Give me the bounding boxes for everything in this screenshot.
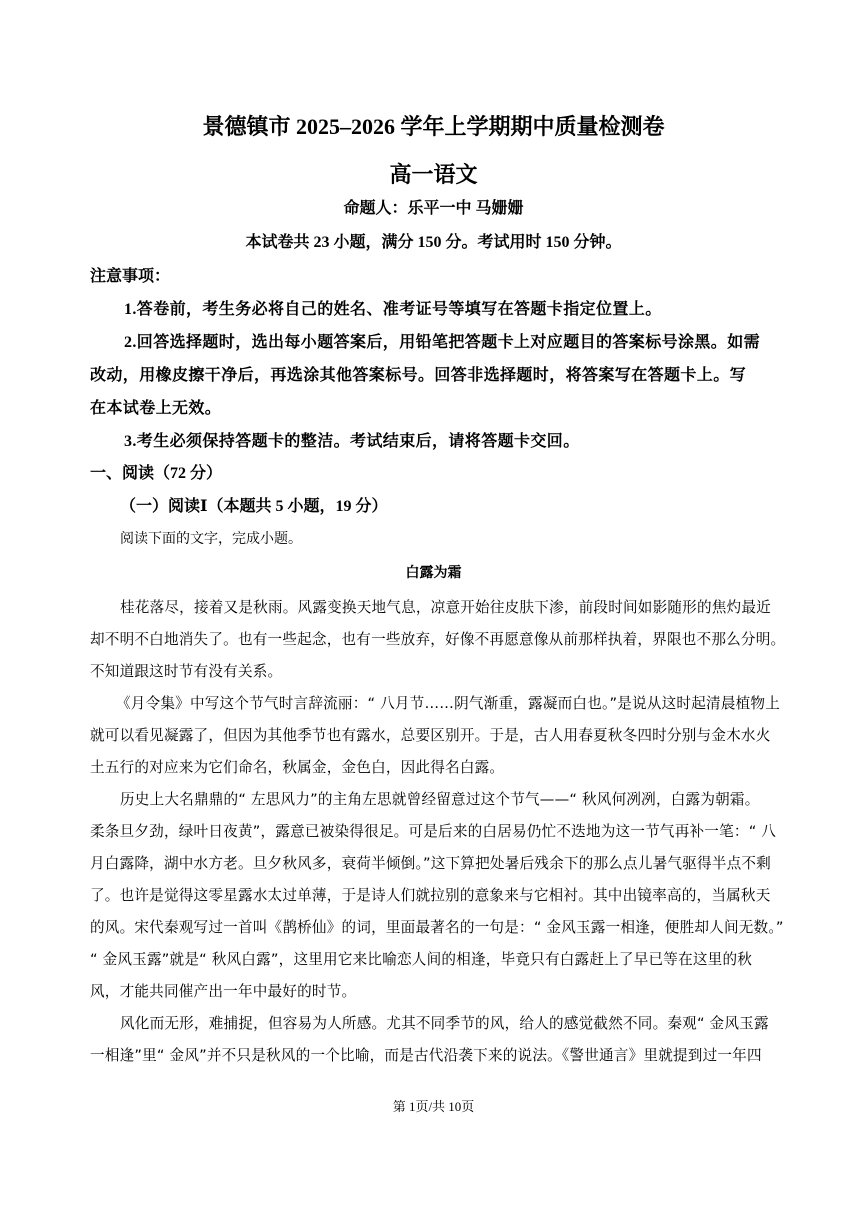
subsection-heading: （一）阅读Ⅰ（本题共 5 小题，19 分） xyxy=(120,498,388,515)
notice-line-5: 3.考生必须保持答题卡的整洁。考试结束后，请将答题卡交回。 xyxy=(124,433,580,450)
essay-line-3: 不知道跟这时节有没有关系。 xyxy=(90,663,283,680)
notice-line-2: 2.回答选择题时，选出每小题答案后，用铅笔把答题卡上对应题目的答案标号涂黑。如需 xyxy=(124,334,761,351)
notice-heading: 注意事项： xyxy=(90,268,171,285)
reading-instruction: 阅读下面的文字，完成小题。 xyxy=(120,531,302,547)
section-heading: 一、阅读（72 分） xyxy=(90,465,223,482)
essay-line-1: 桂花落尽，接着又是秋雨。风露变换天地气息，凉意开始往皮肤下渗，前段时间如影随形的焦灼最近 xyxy=(120,599,771,616)
notice-line-3: 改动，用橡皮擦干净后，再选涂其他答案标号。回答非选择题时，将答案写在答题卡上。写 xyxy=(90,367,747,384)
essay-line-13: 风，才能共同催产出一年中最好的时节。 xyxy=(90,983,357,1000)
subject-title: 高一语文 xyxy=(389,162,478,187)
page-footer: 第 1页/共 10页 xyxy=(392,1099,475,1114)
essay-line-8: 柔条旦夕劲，绿叶日夜黄”，露意已被染得很足。可是后来的白居易仍忙不迭地为这一节气再补一笔：“ 八 xyxy=(90,823,777,840)
essay-line-12: “ 金风玉露”就是“ 秋风白露”，这里用它来比喻恋人间的相逢，毕竟只有白露赶上了早已等在这里的秋 xyxy=(90,951,753,968)
essay-line-4: 《月令集》中写这个节气时言辞流丽：“ 八月节……阴气渐重，露凝而白也。”是说从这时起清晨植物上 xyxy=(116,695,780,712)
exam-summary: 本试卷共 23 小题，满分 150 分。考试用时 150 分钟。 xyxy=(245,234,622,251)
exam-title: 景德镇市 2025–2026 学年上学期期中质量检测卷 xyxy=(202,114,665,139)
essay-line-2: 却不明不白地消失了。也有一些起念，也有一些放弃，好像不再愿意像从前那样执着，界限也不那么分明。 xyxy=(90,631,786,648)
essay-line-6: 土五行的对应来为它们命名，秋属金，金色白，因此得名白露。 xyxy=(90,759,505,776)
essay-line-5: 就可以看见凝露了，但因为其他季节也有露水，总要区别开。于是，古人用春夏秋冬四时分别与金木水火 xyxy=(90,727,771,744)
essay-title: 白露为霜 xyxy=(405,565,462,581)
essay-line-11: 的风。宋代秦观写过一首叫《鹊桥仙》的词，里面最著名的一句是：“ 金风玉露一相逢，便胜却人间无数。” xyxy=(90,919,784,936)
essay-line-7: 历史上大名鼎鼎的“ 左思风力”的主角左思就曾经留意过这个节气——“ 秋风何冽冽，白露为朝霜。 xyxy=(120,791,760,808)
essay-line-15: 一相逢”里“ 金风”并不只是秋风的一个比喻，而是古代沿袭下来的说法。《警世通言》里就提到过一年四 xyxy=(90,1047,762,1064)
essay-line-14: 风化而无形，难捕捉，但容易为人所感。尤其不同季节的风，给人的感觉截然不同。秦观“ 金风玉露 xyxy=(120,1015,769,1032)
notice-line-1: 1.答卷前，考生务必将自己的姓名、准考证号等填写在答题卡指定位置上。 xyxy=(124,301,662,318)
author-line: 命题人：乐平一中 马姗姗 xyxy=(343,200,524,217)
essay-line-10: 了。也许是觉得这零星露水太过单薄，于是诗人们就拉别的意象来与它相衬。其中出镜率高的，当属秋天 xyxy=(90,887,771,904)
notice-line-4: 在本试卷上无效。 xyxy=(90,400,222,417)
essay-line-9: 月白露降，湖中水方老。旦夕秋风多，衰荷半倾倒。”这下算把处暑后残余下的那么点儿暑气驱得半点不剩 xyxy=(90,855,771,872)
